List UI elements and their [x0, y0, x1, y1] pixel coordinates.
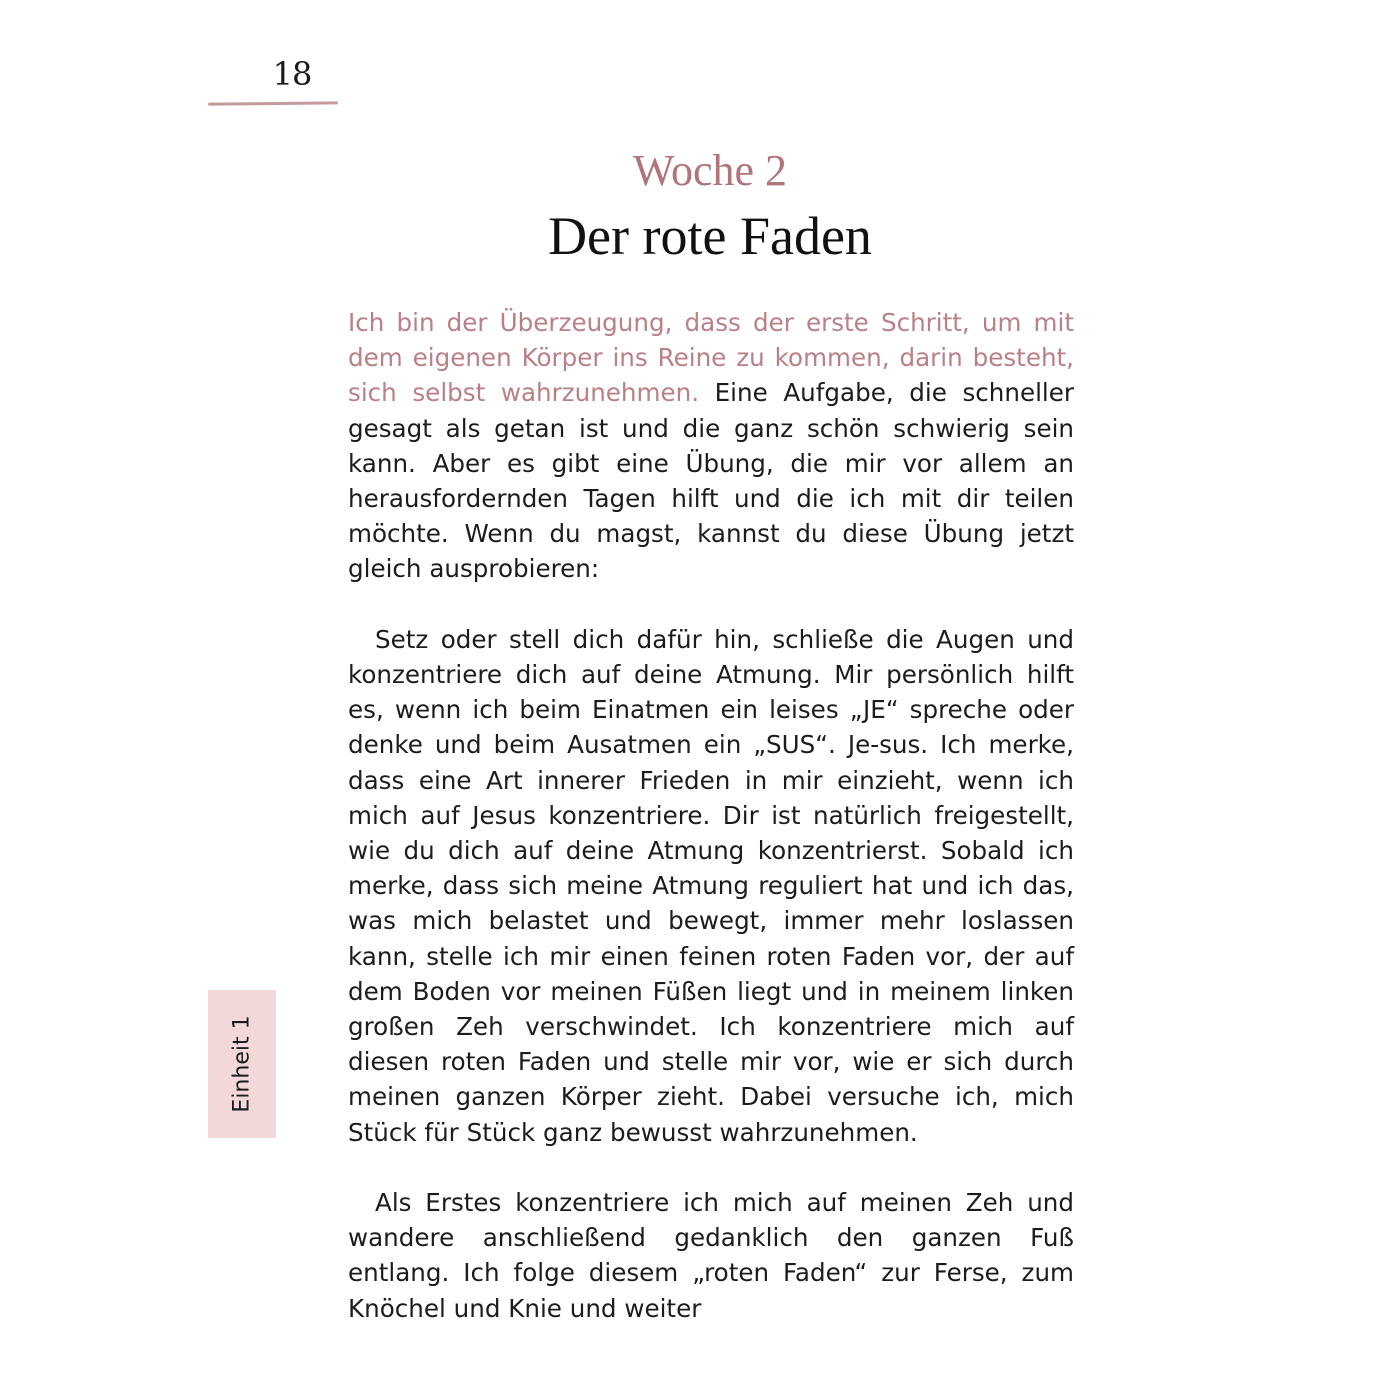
unit-side-tab	[208, 990, 276, 1138]
intro-highlight: Ich bin der Überzeugung, dass der erste Schritt, um mit dem eigenen Körper ins Reine zu kommen, darin besteht, sich selbst wahrzunehmen.	[348, 308, 1074, 408]
page-number-rule	[208, 101, 338, 105]
paragraph-continuation: Als Erstes konzentriere ich mich auf meinen Zeh und wandere anschließend gedanklich den ganzen Fuß entlang. Ich folge diesem „roten Faden“ zur Ferse, zum Knöchel und Knie und weiter	[348, 1188, 1074, 1323]
intro-text: Eine Aufgabe, die schneller gesagt als getan ist und die ganz schön schwierig sein kann. Aber es gibt eine Übung, die mir vor allem an herausfordernden Tagen hilft und die ich mit dir teilen möchte. Wenn du magst, kannst du diese Übung jetzt gleich ausprobieren:	[348, 378, 1074, 584]
page-number: 18	[272, 55, 312, 93]
body-text	[348, 305, 1074, 1361]
paragraph-exercise: Setz oder stell dich dafür hin, schließe die Augen und konzentriere dich auf deine Atmung. Mir persönlich hilft es, wenn ich beim Einatmen ein leises „JE“ spreche oder denke und beim Ausatmen ein „SUS“. Je-sus. Ich merke, dass eine Art innerer Frieden in mir einzieht, wenn ich mich auf Jesus konzentriere. Dir ist natürlich freigestellt, wie du dich auf deine Atmung konzentrierst. Sobald ich merke, dass sich meine Atmung reguliert hat und ich das, was mich belastet und bewegt, immer mehr loslassen kann, stelle ich mir einen feinen roten Faden vor, der auf dem Boden vor meinen Füßen liegt und in meinem linken großen Zeh verschwindet. Ich konzentriere mich auf diesen roten Faden und stelle mir vor, wie er sich durch meinen ganzen Körper zieht. Dabei versuche ich, mich Stück für Stück ganz bewusst wahrzunehmen.	[348, 624, 1074, 1147]
week-label: Woche 2	[632, 146, 788, 195]
paragraph-intro	[348, 305, 1074, 587]
unit-side-tab-label: Einheit 1	[229, 1015, 255, 1113]
chapter-title: Der rote Faden	[548, 206, 872, 266]
